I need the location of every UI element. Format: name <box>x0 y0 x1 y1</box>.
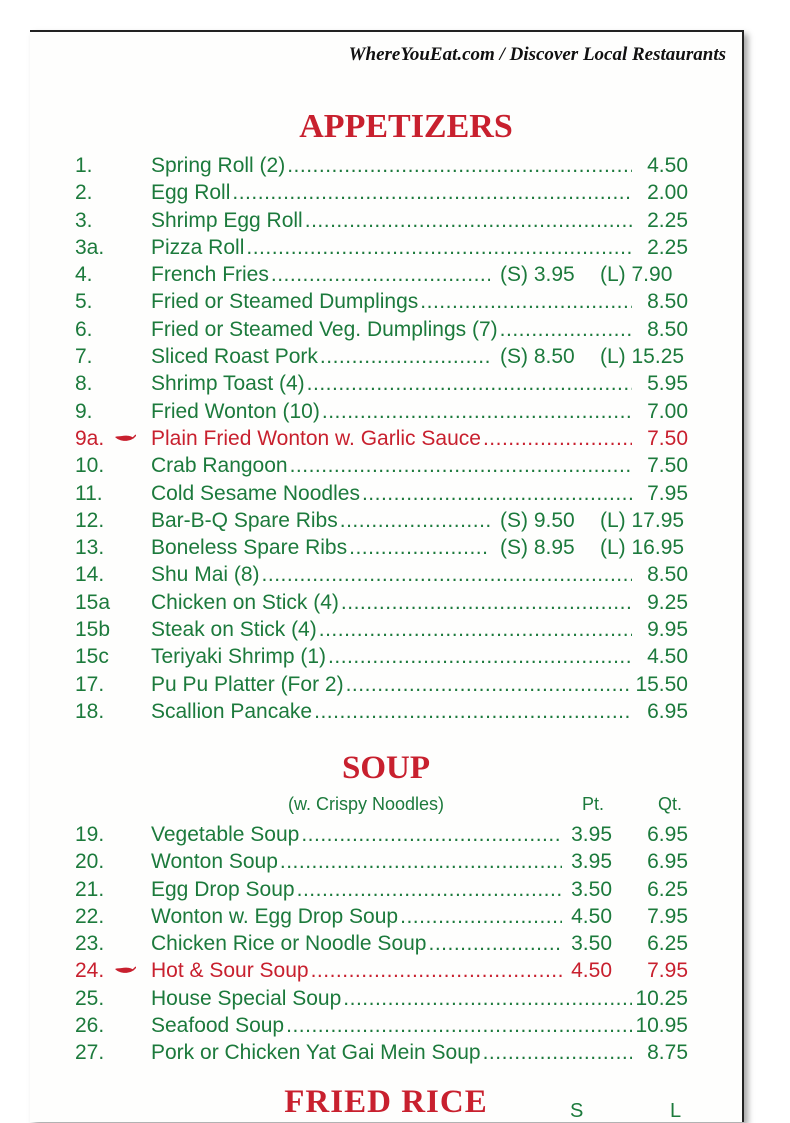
item-price: 6.95 <box>647 699 688 723</box>
item-price-large: (L) 17.95 <box>600 508 685 532</box>
item-name: Shrimp Egg Roll <box>151 208 303 232</box>
menu-item-row <box>30 930 742 957</box>
item-price-small: (S) 8.50 <box>500 345 575 369</box>
leader-dots <box>420 288 632 315</box>
item-name: Cold Sesame Noodles <box>151 481 360 505</box>
item-price: 2.25 <box>647 235 688 259</box>
item-number: 6. <box>75 317 93 341</box>
soup-col-qt: Qt. <box>658 794 683 814</box>
item-number: 26. <box>75 1014 105 1038</box>
item-name: Pork or Chicken Yat Gai Mein Soup <box>151 1041 481 1065</box>
item-number: 24. <box>75 959 105 983</box>
item-number: 1. <box>75 154 93 177</box>
fried-col-s: S <box>570 1100 584 1122</box>
leader-dots <box>483 425 632 452</box>
item-number: 15c <box>75 645 109 669</box>
item-number: 9. <box>75 399 93 423</box>
item-number: 8. <box>75 372 93 396</box>
item-name: Crab Rangoon <box>151 454 288 478</box>
item-price-quart: 6.95 <box>647 823 688 846</box>
item-price-pint: 4.50 <box>571 959 612 983</box>
leader-dots <box>297 876 562 903</box>
item-price-pint: 3.50 <box>571 932 612 956</box>
item-price: 8.50 <box>647 290 688 314</box>
item-name: Egg Roll <box>151 181 231 205</box>
item-name: Hot & Sour Soup <box>151 959 309 983</box>
appetizers-list <box>30 152 742 725</box>
menu-item-row <box>30 985 742 1012</box>
leader-dots <box>428 930 562 957</box>
appetizers-title: APPETIZERS <box>299 108 513 145</box>
item-name: French Fries <box>151 263 269 287</box>
leader-dots <box>500 316 632 343</box>
item-price-small: (S) 3.95 <box>500 263 575 287</box>
menu-item-row <box>30 957 742 984</box>
menu-item-row <box>30 561 742 588</box>
item-name: Wonton Soup <box>151 850 278 874</box>
soup-title: SOUP <box>341 750 430 786</box>
leader-dots <box>320 343 490 370</box>
menu-item-row <box>30 534 742 561</box>
menu-item-row <box>30 903 742 930</box>
leader-dots <box>400 903 562 930</box>
leader-dots <box>314 698 632 725</box>
soup-list <box>30 821 742 1067</box>
item-number: 25. <box>75 986 105 1010</box>
item-name: Sliced Roast Pork <box>151 345 318 369</box>
menu-item-row <box>30 398 742 425</box>
item-name: Chicken on Stick (4) <box>151 590 339 614</box>
leader-dots <box>246 234 632 261</box>
menu-item-row <box>30 261 742 288</box>
soup-col-pt: Pt. <box>582 794 605 814</box>
leader-dots <box>346 671 632 698</box>
item-number: 15a <box>75 590 111 614</box>
menu-item-row <box>30 152 742 179</box>
leader-dots <box>305 207 632 234</box>
item-price: 9.95 <box>647 618 688 642</box>
item-number: 18. <box>75 699 105 723</box>
item-name: Bar-B-Q Spare Ribs <box>151 508 338 532</box>
item-name: Shu Mai (8) <box>151 563 260 587</box>
item-name: Seafood Soup <box>151 1014 285 1038</box>
item-number: 15b <box>75 618 111 642</box>
item-name: Scallion Pancake <box>151 699 313 723</box>
item-price: 7.00 <box>647 399 688 423</box>
item-name: Wonton w. Egg Drop Soup <box>151 904 399 928</box>
menu-item-row <box>30 480 742 507</box>
menu-item-row <box>30 179 742 206</box>
item-price-quart: 6.95 <box>647 850 688 874</box>
leader-dots <box>287 152 632 179</box>
item-name: Vegetable Soup <box>151 823 300 846</box>
item-price: 10.95 <box>635 1014 688 1038</box>
leader-dots <box>340 507 490 534</box>
item-price-large: (L) 15.25 <box>600 345 685 369</box>
item-number: 9a. <box>75 426 105 450</box>
item-number: 2. <box>75 181 93 205</box>
menu-item-row <box>30 1039 742 1066</box>
item-price-quart: 7.95 <box>647 904 688 928</box>
menu-item-row <box>30 616 742 643</box>
item-number: 23. <box>75 932 105 956</box>
leader-dots <box>349 534 490 561</box>
item-name: Spring Roll (2) <box>151 154 286 177</box>
menu-item-row <box>30 1012 742 1039</box>
menu-item-row <box>30 848 742 875</box>
item-price: 7.50 <box>647 454 688 478</box>
item-price-pint: 4.50 <box>571 904 612 928</box>
leader-dots <box>328 643 632 670</box>
item-number: 4. <box>75 263 93 287</box>
item-price: 2.00 <box>647 181 688 205</box>
menu-item-row <box>30 425 742 452</box>
item-name: Steak on Stick (4) <box>151 618 317 642</box>
leader-dots <box>319 616 632 643</box>
item-name: Fried or Steamed Dumplings <box>151 290 419 314</box>
item-number: 27. <box>75 1041 105 1065</box>
menu-item-row <box>30 698 742 725</box>
menu-item-row <box>30 821 742 848</box>
leader-dots <box>271 261 490 288</box>
item-price-small: (S) 9.50 <box>500 508 575 532</box>
menu-item-row <box>30 316 742 343</box>
item-price: 5.95 <box>647 372 688 396</box>
item-number: 19. <box>75 823 105 846</box>
item-price: 15.50 <box>635 672 688 696</box>
item-price-quart: 6.25 <box>647 932 688 956</box>
item-number: 3a. <box>75 235 105 259</box>
item-number: 13. <box>75 536 105 560</box>
item-name: Egg Drop Soup <box>151 877 295 901</box>
item-name: Pizza Roll <box>151 235 245 259</box>
item-name: Fried Wonton (10) <box>151 399 320 423</box>
item-number: 7. <box>75 345 93 369</box>
item-price: 4.50 <box>647 645 688 669</box>
item-price-large: (L) 7.90 <box>600 263 673 287</box>
item-price-quart: 7.95 <box>647 959 688 983</box>
item-number: 22. <box>75 904 105 928</box>
site-header: WhereYouEat.com / Discover Local Restaurants <box>348 44 726 65</box>
item-number: 12. <box>75 508 105 532</box>
item-price: 4.50 <box>647 154 688 177</box>
item-price: 7.50 <box>647 426 688 450</box>
item-number: 11. <box>75 481 103 505</box>
leader-dots <box>286 1012 632 1039</box>
menu-item-row <box>30 288 742 315</box>
leader-dots <box>341 589 632 616</box>
menu-item-row <box>30 589 742 616</box>
fried-col-l: L <box>670 1100 682 1122</box>
menu-item-row <box>30 507 742 534</box>
soup-subtitle: (w. Crispy Noodles) <box>288 794 445 814</box>
item-price: 2.25 <box>647 208 688 232</box>
item-price: 10.25 <box>635 986 688 1010</box>
item-name: Chicken Rice or Noodle Soup <box>151 932 427 956</box>
item-price: 7.95 <box>647 481 688 505</box>
leader-dots <box>307 370 632 397</box>
item-price: 9.25 <box>647 590 688 614</box>
hot-pepper-icon <box>114 965 136 975</box>
item-price: 8.50 <box>647 317 688 341</box>
menu-item-row <box>30 671 742 698</box>
item-price-large: (L) 16.95 <box>600 536 685 560</box>
leader-dots <box>232 179 632 206</box>
item-name: Teriyaki Shrimp (1) <box>151 645 327 669</box>
item-number: 17. <box>75 672 105 696</box>
item-name: Boneless Spare Ribs <box>151 536 348 560</box>
hot-pepper-icon <box>114 433 136 443</box>
item-name: House Special Soup <box>151 986 342 1010</box>
item-number: 14. <box>75 563 105 587</box>
item-name: Fried or Steamed Veg. Dumplings (7) <box>151 317 498 341</box>
item-price-pint: 3.95 <box>571 850 612 874</box>
item-price-quart: 6.25 <box>647 877 688 901</box>
item-name: Shrimp Toast (4) <box>151 372 305 396</box>
leader-dots <box>301 821 562 848</box>
leader-dots <box>280 848 562 875</box>
menu-item-row <box>30 207 742 234</box>
menu-item-row <box>30 370 742 397</box>
item-number: 21. <box>75 877 105 901</box>
leader-dots <box>322 398 632 425</box>
leader-dots <box>343 985 632 1012</box>
item-price-small: (S) 8.95 <box>500 536 575 560</box>
menu-item-row <box>30 876 742 903</box>
item-price: 8.50 <box>647 563 688 587</box>
menu-page <box>30 30 744 1122</box>
menu-item-row <box>30 343 742 370</box>
menu-item-row <box>30 452 742 479</box>
item-price: 8.75 <box>647 1041 688 1065</box>
item-name: Plain Fried Wonton w. Garlic Sauce <box>151 426 481 450</box>
item-number: 5. <box>75 290 93 314</box>
menu-item-row <box>30 234 742 261</box>
fried-rice-title: FRIED RICE <box>284 1084 488 1120</box>
item-number: 10. <box>75 454 105 478</box>
menu-item-row <box>30 643 742 670</box>
item-number: 3. <box>75 208 93 232</box>
leader-dots <box>362 480 632 507</box>
leader-dots <box>311 957 562 984</box>
leader-dots <box>483 1039 632 1066</box>
item-number: 20. <box>75 850 105 874</box>
leader-dots <box>262 561 632 588</box>
item-price-pint: 3.95 <box>571 823 612 846</box>
item-price-pint: 3.50 <box>571 877 612 901</box>
item-name: Pu Pu Platter (For 2) <box>151 672 344 696</box>
leader-dots <box>290 452 632 479</box>
